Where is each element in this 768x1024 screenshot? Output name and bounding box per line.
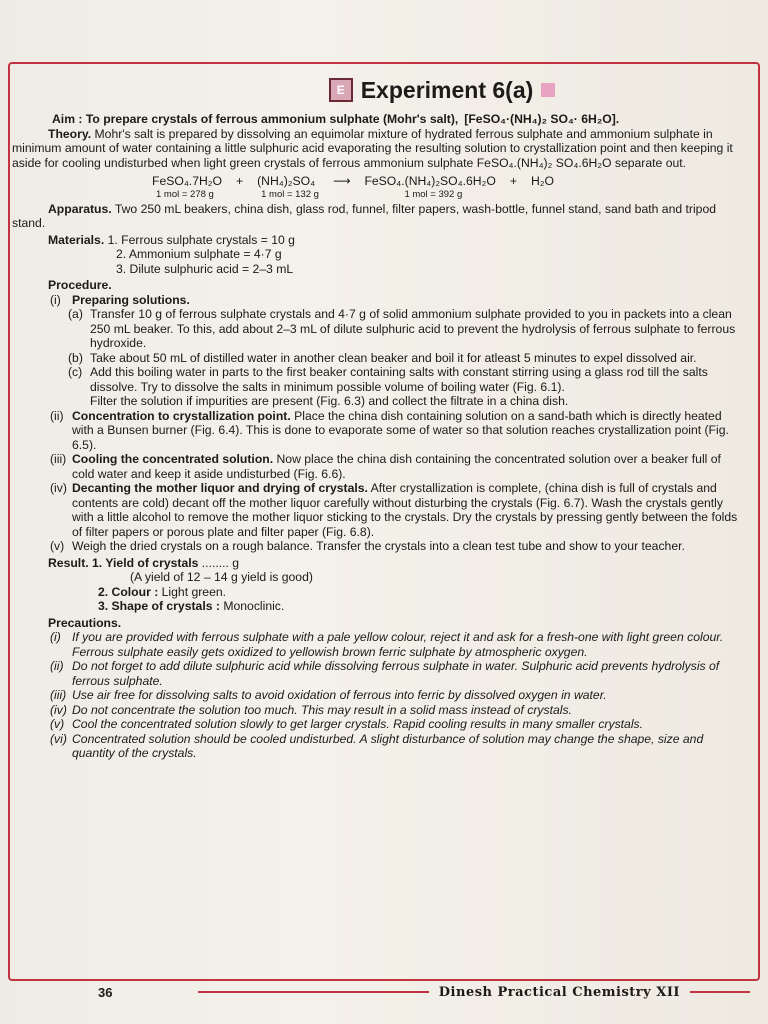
precaution-item [12, 732, 746, 761]
page-title: Experiment 6(a) [360, 76, 534, 103]
experiment-badge-icon: E [329, 78, 353, 102]
precaution-marker: (iii) [50, 688, 67, 702]
experiment-heading [162, 72, 722, 108]
result-yield-label: 1. Yield of crystals [92, 555, 199, 570]
precaution-marker: (v) [50, 717, 65, 731]
procedure-step-1 [12, 293, 746, 308]
step-text: Now place the china dish containing the concentrated solution over a beaker full of cold water and keep it aside undisturbed (Fig. 6.6). [72, 452, 721, 481]
precaution-text: Do not concentrate the solution too much. This may result in a solid mass instead of crystals. [72, 702, 572, 717]
step-marker: (ii) [50, 408, 64, 423]
result-yield-value: ........ g [201, 555, 240, 570]
product-mohrs-salt [364, 174, 495, 200]
materials-first-line [12, 233, 746, 248]
apparatus-paragraph [12, 202, 746, 231]
result-shape [12, 599, 746, 614]
book-title: Dinesh Practical Chemistry XII [438, 984, 680, 1000]
product2-formula: H₂O [530, 174, 554, 188]
precaution-item [12, 688, 746, 703]
reactant2-formula: (NH₄)₂SO₄ [257, 174, 316, 188]
aim-label: Aim : To prepare crystals of ferrous ammonium sulphate (Mohr's salt), [52, 112, 459, 126]
step-text: After crystallization is complete, (china dish is full of crystals and contents are cold) decant off the mother liquor carefully without disturbing the crystals (Fig. 6.7). Wash the crystals gently with a little alcohol to remove the mother liquor sticking to the crystals. Dry the crystals by pressing gently between the folds of filter papers or porous plate and filter paper (Fig. 6.8). [72, 481, 738, 539]
procedure-label: Procedure. [48, 278, 112, 292]
step-text: Transfer 10 g of ferrous sulphate crystals and 4·7 g of solid ammonium sulphate provided to you in packets into a clean 250 mL beaker. To this, add about 2–3 mL of dilute sulphuric acid to prevent the hydrolysis of ferrous sulphate to ferrous hydroxide. [90, 307, 736, 350]
precaution-marker: (iv) [50, 702, 67, 717]
procedure-step-3 [12, 452, 746, 481]
precaution-text: Concentrated solution should be cooled undisturbed. A slight disturbance of solution may change the shape, size and quantity of the crystals. [72, 731, 704, 760]
materials-label: Materials. [48, 232, 105, 247]
step-marker: (b) [68, 350, 83, 365]
decorative-square-icon [541, 83, 555, 97]
precaution-item [12, 630, 746, 659]
page-footer [20, 982, 750, 1002]
theory-label: Theory. [48, 126, 92, 141]
procedure-step-1b [12, 351, 746, 366]
product1-formula: FeSO₄.(NH₄)₂SO₄.6H₂O [364, 174, 496, 188]
material-item: 2. Ammonium sulphate = 4·7 g [116, 247, 282, 261]
precaution-marker: (i) [50, 630, 61, 644]
apparatus-label: Apparatus. [48, 201, 112, 216]
plus-sign: + [235, 174, 244, 188]
footer-rule-end [690, 991, 750, 993]
result-label: Result. [48, 555, 89, 570]
footer-rule [198, 991, 429, 993]
product-water [531, 174, 554, 189]
reactant-ammonium-sulphate [257, 174, 319, 200]
material-item: 1. Ferrous sulphate crystals = 10 g [107, 232, 295, 247]
reaction-arrow: ⟶ [332, 174, 351, 188]
procedure-step-1c [12, 365, 746, 394]
apparatus-text: Two 250 mL beakers, china dish, glass rod, funnel, filter papers, wash-bottle, funnel stand, sand bath and tripod stand. [12, 201, 716, 230]
result-yield-note: (A yield of 12 – 14 g yield is good) [130, 570, 313, 584]
theory-paragraph [12, 127, 746, 171]
aim-formula: [FeSO₄·(NH₄)₂ SO₄· 6H₂O]. [464, 112, 620, 126]
precaution-text: Cool the concentrated solution slowly to get larger crystals. Rapid cooling results in many smaller crystals. [72, 717, 644, 731]
result-colour-label: 2. Colour : [98, 584, 159, 599]
result-colour-value: Light green. [161, 584, 227, 599]
precaution-text: Use air free for dissolving salts to avoid oxidation of ferrous into ferric by dissolved oxygen in water. [72, 688, 607, 702]
result-colour [12, 585, 746, 600]
step-text: Weigh the dried crystals on a rough balance. Transfer the crystals into a clean test tube and show to your teacher. [72, 539, 685, 553]
material-item: 3. Dilute sulphuric acid = 2–3 mL [116, 261, 294, 276]
procedure-step-5 [12, 539, 746, 554]
precaution-text: If you are provided with ferrous sulphate with a pale yellow colour, reject it and ask for a fresh-one with light green colour. Ferrous sulphate easily gets oxidized to yellowish brown ferric sulphate by atmospheric oxygen. [72, 630, 724, 659]
result-shape-label: 3. Shape of crystals : [98, 599, 220, 613]
step-marker: (v) [50, 539, 65, 553]
reactant1-formula: FeSO₄.7H₂O [152, 174, 222, 188]
procedure-step-2 [12, 409, 746, 453]
step-marker: (iii) [50, 452, 67, 466]
reaction-equation [152, 174, 746, 200]
plus-sign: + [509, 174, 517, 188]
step-text: Place the china dish containing solution on a sand-bath which is directly heated with a Bunsen burner (Fig. 6.4). This is done to evaporate some of water so that solution reaches crystallization point (Fig. 6.5). [72, 408, 729, 452]
step-marker: (a) [68, 307, 83, 321]
product1-mass: 1 mol = 392 g [404, 188, 463, 200]
precaution-text: Do not forget to add dilute sulphuric acid while dissolving ferrous sulphate in water. Sulphuric acid prevents hydrolysis of ferrous sulphate. [72, 659, 720, 688]
precaution-item [12, 717, 746, 732]
step-text: Take about 50 mL of distilled water in another clean beaker and boil it for atleast 5 minutes to expel dissolved air. [90, 350, 697, 365]
reactant1-mass: 1 mol = 278 g [156, 188, 214, 200]
step-marker: (i) [50, 292, 61, 307]
precaution-item [12, 659, 746, 688]
precaution-item [12, 703, 746, 718]
reactant-ferrous-sulphate [152, 174, 222, 200]
theory-text: Mohr's salt is prepared by dissolving an equimolar mixture of hydrated ferrous sulphate and ammonium sulphate in minimum amount of water containing a little sulphuric acid evaporating the resulting solution to crystallization point and then keeping it aside for cooling undisturbed when light green crystals of ferrous ammonium sulphate FeSO₄.(NH₄)₂ SO₄.6H₂O separate out. [12, 126, 733, 170]
page-number: 36 [98, 984, 113, 1000]
aim-line [12, 112, 746, 127]
result-first-line [12, 556, 746, 571]
precautions-label: Precautions. [48, 615, 122, 630]
precaution-marker: (vi) [50, 731, 67, 746]
result-shape-value: Monoclinic. [223, 599, 285, 613]
step-title: Preparing solutions. [72, 292, 190, 307]
page-content [12, 72, 746, 761]
step-title: Decanting the mother liquor and drying of crystals. [72, 481, 368, 495]
step-marker: (iv) [50, 481, 67, 495]
step-title: Concentration to crystallization point. [72, 408, 291, 423]
procedure-step-1a [12, 307, 746, 351]
reactant2-mass: 1 mol = 132 g [261, 188, 319, 200]
procedure-step-4 [12, 481, 746, 539]
step-marker: (c) [68, 365, 83, 379]
step-text: Add this boiling water in parts to the first beaker containing salts with constant stirring using a glass rod till the salts dissolve. Try to dissolve the salts in minimum possible volume of boiling water (Fig. 6.1). [90, 365, 708, 394]
precaution-marker: (ii) [50, 659, 64, 673]
step-title: Cooling the concentrated solution. [72, 452, 274, 466]
step-1c-tail: Filter the solution if impurities are present (Fig. 6.3) and collect the filtrate in a china dish. [90, 394, 569, 408]
